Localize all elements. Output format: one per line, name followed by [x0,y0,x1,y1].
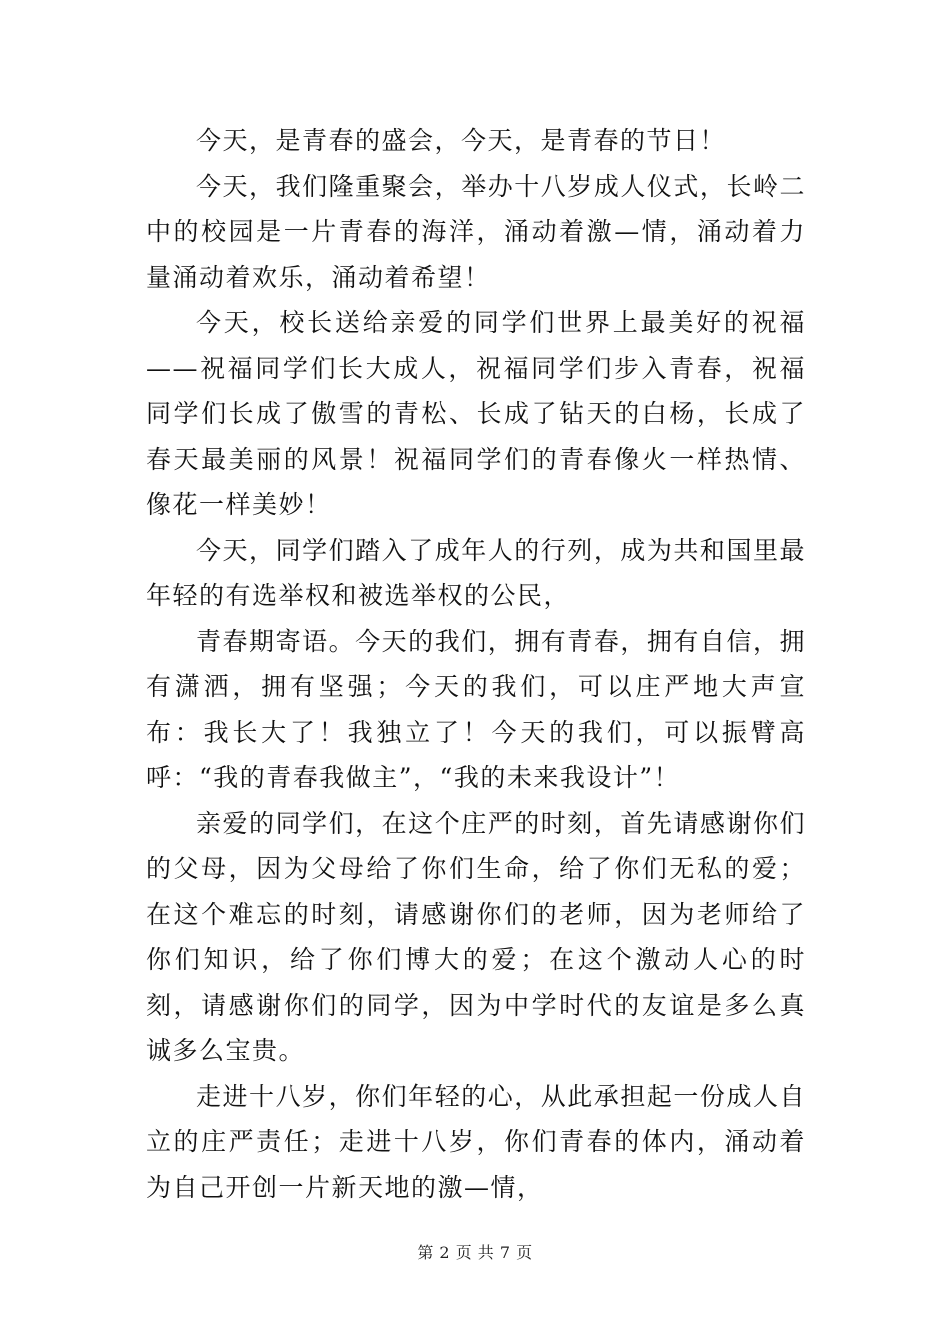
document-body [146,118,806,1210]
paragraph-4: 今天，同学们踏入了成年人的行列，成为共和国里最年轻的有选举权和被选举权的公民， [146,535,806,610]
paragraph-6: 亲爱的同学们，在这个庄严的时刻，首先请感谢你们的父母，因为父母给了你们生命，给了你们无私的爱；在这个难忘的时刻，请感谢你们的老师，因为老师给了你们知识，给了你们博大的爱；在这个激动人心的时刻，请感谢你们的同学，因为中学时代的友谊是多么真诚多么宝贵。 [146,808,806,1065]
page-number-footer: 第 2 页 共 7 页 [417,1243,533,1262]
paragraph-5: 青春期寄语。今天的我们，拥有青春，拥有自信，拥有潇洒，拥有坚强；今天的我们，可以庄严地大声宣布：我长大了！我独立了！今天的我们，可以振臂高呼：“我的青春我做主”，“我的未来我设计”！ [146,626,806,792]
paragraph-7: 走进十八岁，你们年轻的心，从此承担起一份成人自立的庄严责任；走进十八岁，你们青春的体内，涌动着为自己开创一片新天地的激—情， [146,1081,806,1202]
paragraph-2: 今天，我们隆重聚会，举办十八岁成人仪式，长岭二中的校园是一片青春的海洋，涌动着激—情，涌动着力量涌动着欢乐，涌动着希望！ [146,171,806,292]
paragraph-1: 今天，是青春的盛会，今天，是青春的节日！ [196,126,727,155]
paragraph-3: 今天，校长送给亲爱的同学们世界上最美好的祝福——祝福同学们长大成人，祝福同学们步入青春，祝福同学们长成了傲雪的青松、长成了钻天的白杨，长成了春天最美丽的风景！祝福同学们的青春像火一样热情、像花一样美妙！ [146,308,806,519]
